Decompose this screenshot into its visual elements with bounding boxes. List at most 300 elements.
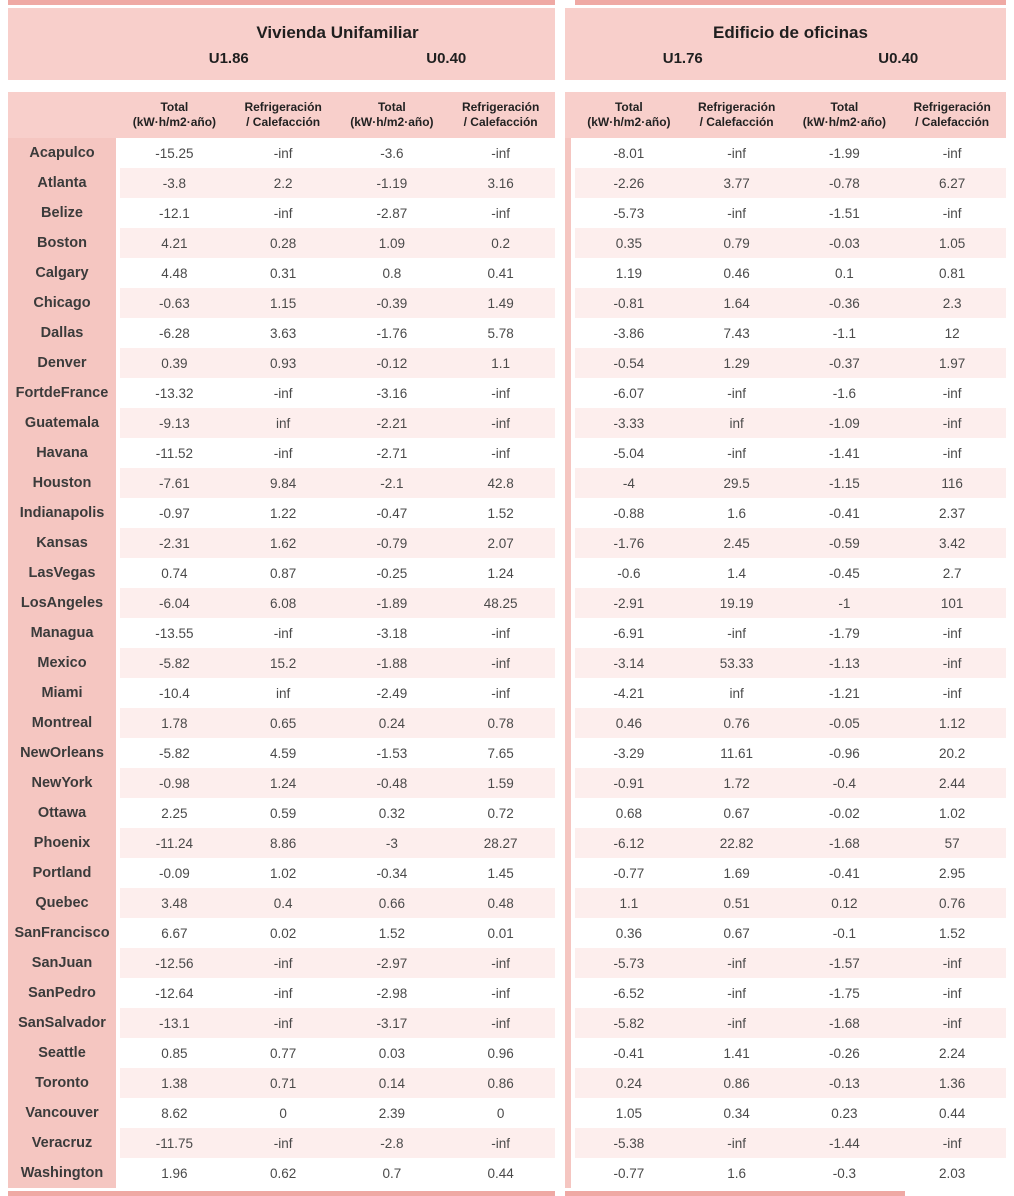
value-cell: -8.01 — [613, 145, 645, 161]
row-values — [120, 828, 555, 858]
value-cell: -1.15 — [828, 475, 860, 491]
value-cell: 0.34 — [723, 1105, 750, 1121]
value-cell: -6.91 — [613, 625, 645, 641]
table-row — [565, 378, 1006, 408]
value-cell: -5.82 — [158, 655, 190, 671]
value-cell: -0.98 — [158, 775, 190, 791]
u-value-row — [120, 50, 555, 67]
table-row — [8, 1128, 555, 1158]
value-cell: -0.03 — [828, 235, 860, 251]
row-city-label: Guatemala — [8, 408, 116, 438]
value-cell: -inf — [491, 1135, 510, 1151]
row-values — [575, 888, 1006, 918]
row-values — [575, 468, 1006, 498]
row-city-label: Managua — [8, 618, 116, 648]
row-city-label — [565, 198, 571, 228]
value-cell: -1.89 — [376, 595, 408, 611]
value-cell: 6.08 — [269, 595, 297, 611]
value-cell: 7.65 — [487, 745, 514, 761]
table-row — [8, 438, 555, 468]
row-values — [120, 588, 555, 618]
value-cell: -inf — [491, 205, 510, 221]
column-header-line: Refrigeración — [244, 100, 322, 114]
column-header — [338, 100, 447, 130]
row-city-label — [565, 768, 571, 798]
value-cell: 0.39 — [161, 355, 188, 371]
column-header — [229, 100, 338, 130]
column-header-line: Refrigeración — [461, 100, 540, 114]
column-header-line: Refrigeración — [913, 100, 991, 114]
value-cell: 0.01 — [487, 925, 514, 941]
row-city-label — [565, 558, 571, 588]
value-cell: 0.72 — [487, 805, 514, 821]
value-cell: -inf — [727, 1135, 746, 1151]
value-cell: -0.48 — [376, 775, 408, 791]
value-cell: 1.12 — [938, 715, 966, 731]
u-value-label: U0.40 — [426, 50, 467, 67]
row-city-label — [565, 618, 571, 648]
table-row — [8, 798, 555, 828]
value-cell: 0.78 — [487, 715, 514, 731]
value-cell: -1.6 — [832, 385, 856, 401]
section-edificio-inner — [565, 8, 1006, 1188]
table-row — [8, 708, 555, 738]
row-city-label: Ottawa — [8, 798, 116, 828]
column-header-band — [565, 92, 1006, 138]
value-cell: -6.28 — [158, 325, 190, 341]
column-header-line: (kW·h/m2·año) — [350, 115, 434, 129]
crop-strip-bottom-left — [8, 1191, 555, 1196]
value-cell: -11.24 — [155, 835, 194, 851]
value-cell: -3.8 — [162, 175, 186, 191]
value-cell: -2.8 — [380, 1135, 404, 1151]
value-cell: -0.25 — [376, 565, 408, 581]
row-city-label — [565, 588, 571, 618]
row-city-label — [565, 408, 571, 438]
table-row — [565, 198, 1006, 228]
table-row — [565, 918, 1006, 948]
value-cell: 0.2 — [491, 235, 511, 251]
value-cell: 1.09 — [378, 235, 406, 251]
value-cell: -0.37 — [828, 355, 860, 371]
row-city-label — [565, 168, 571, 198]
value-cell: -inf — [491, 685, 510, 701]
value-cell: 1.78 — [161, 715, 188, 731]
row-values — [120, 228, 555, 258]
table-row — [8, 378, 555, 408]
section-vivienda-unifamiliar — [8, 0, 555, 1188]
value-cell: -0.05 — [828, 715, 860, 731]
column-header-line: / Calefacción — [463, 115, 538, 129]
value-cell: -12.56 — [155, 955, 194, 971]
row-city-label: Calgary — [8, 258, 116, 288]
value-cell: -3.29 — [613, 745, 645, 761]
value-cell: -1.21 — [828, 685, 860, 701]
table-row — [565, 618, 1006, 648]
row-city-label: Montreal — [8, 708, 116, 738]
table-row — [8, 1008, 555, 1038]
row-values — [575, 288, 1006, 318]
table-row — [8, 1038, 555, 1068]
value-cell: 1.64 — [723, 295, 750, 311]
value-cell: -13.55 — [155, 625, 194, 641]
value-cell: 0.86 — [487, 1075, 514, 1091]
row-values — [120, 738, 555, 768]
value-cell: -1.88 — [376, 655, 408, 671]
value-cell: -0.45 — [828, 565, 860, 581]
value-cell: 0.81 — [938, 265, 966, 281]
value-cell: -inf — [942, 1015, 962, 1031]
value-cell: -1.1 — [832, 325, 856, 341]
row-city-label — [565, 948, 571, 978]
row-values — [120, 768, 555, 798]
row-values — [120, 1008, 555, 1038]
table-row — [565, 1038, 1006, 1068]
value-cell: -inf — [727, 1015, 746, 1031]
value-cell: 1.15 — [269, 295, 297, 311]
table-row — [8, 588, 555, 618]
row-city-label: SanFrancisco — [8, 918, 116, 948]
value-cell: 1.62 — [269, 535, 297, 551]
value-cell: -5.38 — [613, 1135, 645, 1151]
section-title: Edificio de oficinas — [713, 23, 868, 42]
row-city-label: Havana — [8, 438, 116, 468]
table-row — [8, 858, 555, 888]
table-row — [8, 678, 555, 708]
value-cell: -6.52 — [613, 985, 645, 1001]
value-cell: -1.57 — [828, 955, 860, 971]
value-cell: -0.6 — [617, 565, 641, 581]
row-values — [120, 168, 555, 198]
value-cell: 1.02 — [269, 865, 297, 881]
column-header — [120, 100, 229, 130]
table-row — [8, 978, 555, 1008]
value-cell: -inf — [273, 385, 293, 401]
column-header-line: / Calefacción — [699, 115, 774, 129]
value-cell: 0.8 — [382, 265, 402, 281]
value-cell: -inf — [273, 625, 293, 641]
row-city-label: SanSalvador — [8, 1008, 116, 1038]
value-cell: 0.35 — [615, 235, 643, 251]
row-city-label — [565, 288, 571, 318]
value-cell: -1.09 — [828, 415, 860, 431]
value-cell: -1.68 — [828, 835, 860, 851]
value-cell: -2.26 — [613, 175, 645, 191]
row-city-label: Portland — [8, 858, 116, 888]
row-city-label: Atlanta — [8, 168, 116, 198]
value-cell: 0.03 — [378, 1045, 406, 1061]
value-cell: 3.63 — [269, 325, 297, 341]
value-cell: 4.48 — [161, 265, 188, 281]
value-cell: 5.78 — [487, 325, 514, 341]
value-cell: -inf — [942, 445, 962, 461]
value-cell: 1.41 — [723, 1045, 750, 1061]
row-values — [575, 318, 1006, 348]
column-header-line: (kW·h/m2·año) — [132, 115, 217, 129]
value-cell: 1.24 — [487, 565, 514, 581]
value-cell: -3 — [385, 835, 398, 851]
row-values — [120, 888, 555, 918]
value-cell: -0.4 — [832, 775, 856, 791]
row-values — [120, 138, 555, 168]
value-cell: -3.86 — [613, 325, 645, 341]
value-cell: -0.77 — [613, 865, 645, 881]
table-row — [565, 138, 1006, 168]
table-row — [8, 1068, 555, 1098]
row-city-label — [565, 918, 571, 948]
value-cell: -0.39 — [376, 295, 408, 311]
row-city-label: Belize — [8, 198, 116, 228]
value-cell: -4.21 — [613, 685, 645, 701]
value-cell: 0 — [279, 1105, 287, 1121]
row-city-label — [565, 828, 571, 858]
value-cell: -5.73 — [613, 955, 645, 971]
value-cell: 116 — [941, 475, 963, 491]
value-cell: 57 — [944, 835, 960, 851]
value-cell: 3.16 — [487, 175, 514, 191]
table-row — [8, 228, 555, 258]
value-cell: -inf — [942, 955, 962, 971]
row-values — [120, 678, 555, 708]
table-row — [565, 738, 1006, 768]
value-cell: -inf — [727, 145, 746, 161]
value-cell: inf — [729, 415, 744, 431]
value-cell: 0.59 — [269, 805, 297, 821]
row-city-label: LosAngeles — [8, 588, 116, 618]
row-values — [575, 1128, 1006, 1158]
value-cell: -0.79 — [376, 535, 408, 551]
table-row — [8, 498, 555, 528]
row-values — [120, 1158, 555, 1188]
value-cell: -inf — [942, 625, 962, 641]
value-cell: 2.7 — [942, 565, 962, 581]
row-values — [575, 528, 1006, 558]
value-cell: 0.77 — [269, 1045, 297, 1061]
value-cell: -3.6 — [380, 145, 404, 161]
value-cell: -0.59 — [828, 535, 860, 551]
row-city-label — [565, 348, 571, 378]
table-row — [565, 798, 1006, 828]
row-values — [120, 618, 555, 648]
value-cell: 2.2 — [273, 175, 293, 191]
row-city-label — [565, 708, 571, 738]
u-value-row — [575, 50, 1006, 67]
row-values — [575, 918, 1006, 948]
value-cell: -0.34 — [376, 865, 408, 881]
value-cell: 12 — [944, 325, 960, 341]
value-cell: 1.05 — [938, 235, 966, 251]
row-values — [575, 258, 1006, 288]
value-cell: 1.96 — [161, 1165, 188, 1181]
row-values — [120, 648, 555, 678]
value-cell: 0.7 — [382, 1165, 402, 1181]
row-city-label — [565, 378, 571, 408]
value-cell: -0.13 — [828, 1075, 860, 1091]
value-cell: -5.04 — [613, 445, 645, 461]
value-cell: inf — [729, 685, 744, 701]
value-cell: -inf — [727, 955, 746, 971]
row-city-label — [565, 1158, 571, 1188]
value-cell: 8.62 — [161, 1105, 188, 1121]
value-cell: 1.59 — [487, 775, 514, 791]
value-cell: -15.25 — [155, 145, 194, 161]
value-cell: -12.64 — [155, 985, 194, 1001]
value-cell: -2.98 — [376, 985, 408, 1001]
row-city-label — [565, 1008, 571, 1038]
value-cell: -inf — [273, 445, 293, 461]
row-values — [575, 558, 1006, 588]
value-cell: -inf — [727, 625, 746, 641]
value-cell: 1.49 — [487, 295, 514, 311]
row-city-label: Denver — [8, 348, 116, 378]
value-cell: 2.03 — [938, 1165, 966, 1181]
value-cell: 0.51 — [723, 895, 750, 911]
value-cell: -0.81 — [613, 295, 645, 311]
value-cell: -9.13 — [158, 415, 190, 431]
row-values — [575, 1098, 1006, 1128]
value-cell: 1.22 — [269, 505, 297, 521]
value-cell: 3.42 — [938, 535, 966, 551]
table-row — [565, 1158, 1006, 1188]
row-values — [575, 798, 1006, 828]
value-cell: -1.13 — [828, 655, 860, 671]
value-cell: -3.16 — [376, 385, 408, 401]
row-values — [575, 948, 1006, 978]
value-cell: -7.61 — [158, 475, 190, 491]
row-values — [120, 1068, 555, 1098]
value-cell: -0.41 — [828, 505, 860, 521]
column-header-line: (kW·h/m2·año) — [587, 115, 671, 129]
value-cell: 0.76 — [723, 715, 750, 731]
row-values — [575, 1038, 1006, 1068]
value-cell: 0.74 — [161, 565, 188, 581]
value-cell: 53.33 — [719, 655, 754, 671]
value-cell: -5.82 — [158, 745, 190, 761]
row-city-label — [565, 258, 571, 288]
table-row — [565, 768, 1006, 798]
row-values — [575, 408, 1006, 438]
value-cell: -1.68 — [828, 1015, 860, 1031]
value-cell: 0.67 — [723, 925, 750, 941]
row-values — [120, 498, 555, 528]
value-cell: 0.48 — [487, 895, 514, 911]
row-values — [120, 858, 555, 888]
value-cell: 1.19 — [615, 265, 643, 281]
row-city-label — [565, 858, 571, 888]
value-cell: -inf — [942, 385, 962, 401]
value-cell: 0.23 — [831, 1105, 858, 1121]
value-cell: 0.65 — [269, 715, 297, 731]
row-values — [120, 528, 555, 558]
value-cell: 0.93 — [269, 355, 297, 371]
value-cell: 0.28 — [269, 235, 297, 251]
column-header-line: Total — [830, 100, 859, 114]
row-values — [575, 708, 1006, 738]
row-city-label — [565, 678, 571, 708]
table-row — [565, 558, 1006, 588]
table-row — [565, 888, 1006, 918]
table-row — [565, 948, 1006, 978]
value-cell: 0.86 — [723, 1075, 750, 1091]
value-cell: -2.21 — [376, 415, 408, 431]
corner-cell — [565, 92, 575, 138]
value-cell: 6.67 — [161, 925, 188, 941]
value-cell: -12.1 — [158, 205, 190, 221]
table-row — [565, 528, 1006, 558]
row-city-label: Dallas — [8, 318, 116, 348]
table-row — [8, 198, 555, 228]
value-cell: 48.25 — [483, 595, 518, 611]
table-row — [8, 828, 555, 858]
column-header-line: / Calefacción — [246, 115, 321, 129]
value-cell: 0.14 — [378, 1075, 406, 1091]
value-cell: -2.97 — [376, 955, 408, 971]
table-row — [8, 738, 555, 768]
value-cell: 0.67 — [723, 805, 750, 821]
value-cell: 0.46 — [615, 715, 643, 731]
row-city-label: Phoenix — [8, 828, 116, 858]
table-row — [8, 618, 555, 648]
column-header-line: Total — [614, 100, 643, 114]
row-city-label: Washington — [8, 1158, 116, 1188]
value-cell: -11.75 — [155, 1135, 194, 1151]
value-cell: -inf — [491, 145, 510, 161]
table-row — [8, 558, 555, 588]
row-city-label: LasVegas — [8, 558, 116, 588]
value-cell: 0.62 — [269, 1165, 297, 1181]
value-cell: -3.14 — [613, 655, 645, 671]
value-cell: -3.18 — [376, 625, 408, 641]
row-city-label — [565, 1128, 571, 1158]
table-row — [565, 678, 1006, 708]
table-row — [565, 408, 1006, 438]
value-cell: 0.66 — [378, 895, 406, 911]
table-row — [565, 468, 1006, 498]
value-cell: 20.2 — [938, 745, 966, 761]
row-values — [120, 1098, 555, 1128]
value-cell: 2.24 — [938, 1045, 966, 1061]
value-cell: 1.24 — [269, 775, 297, 791]
value-cell: 2.3 — [942, 295, 962, 311]
row-values — [120, 258, 555, 288]
value-cell: 2.39 — [378, 1105, 406, 1121]
value-cell: 1.52 — [487, 505, 514, 521]
value-cell: -0.3 — [832, 1165, 856, 1181]
table-row — [565, 438, 1006, 468]
row-city-label — [565, 1068, 571, 1098]
value-cell: -0.78 — [828, 175, 860, 191]
value-cell: 3.48 — [161, 895, 188, 911]
value-cell: -2.31 — [158, 535, 190, 551]
value-cell: 1.6 — [727, 1165, 747, 1181]
row-city-label: Veracruz — [8, 1128, 116, 1158]
value-cell: -2.1 — [380, 475, 404, 491]
table-row — [565, 828, 1006, 858]
row-values — [575, 1068, 1006, 1098]
table-row — [565, 648, 1006, 678]
value-cell: 42.8 — [487, 475, 514, 491]
table-row — [565, 228, 1006, 258]
row-city-label — [565, 1098, 571, 1128]
value-cell: 6.27 — [938, 175, 966, 191]
value-cell: -6.04 — [158, 595, 190, 611]
value-cell: -5.82 — [613, 1015, 645, 1031]
table-row — [8, 258, 555, 288]
value-cell: -13.1 — [158, 1015, 190, 1031]
value-cell: -inf — [273, 205, 293, 221]
u-value-label: U1.76 — [662, 50, 703, 67]
value-cell: -2.91 — [613, 595, 645, 611]
